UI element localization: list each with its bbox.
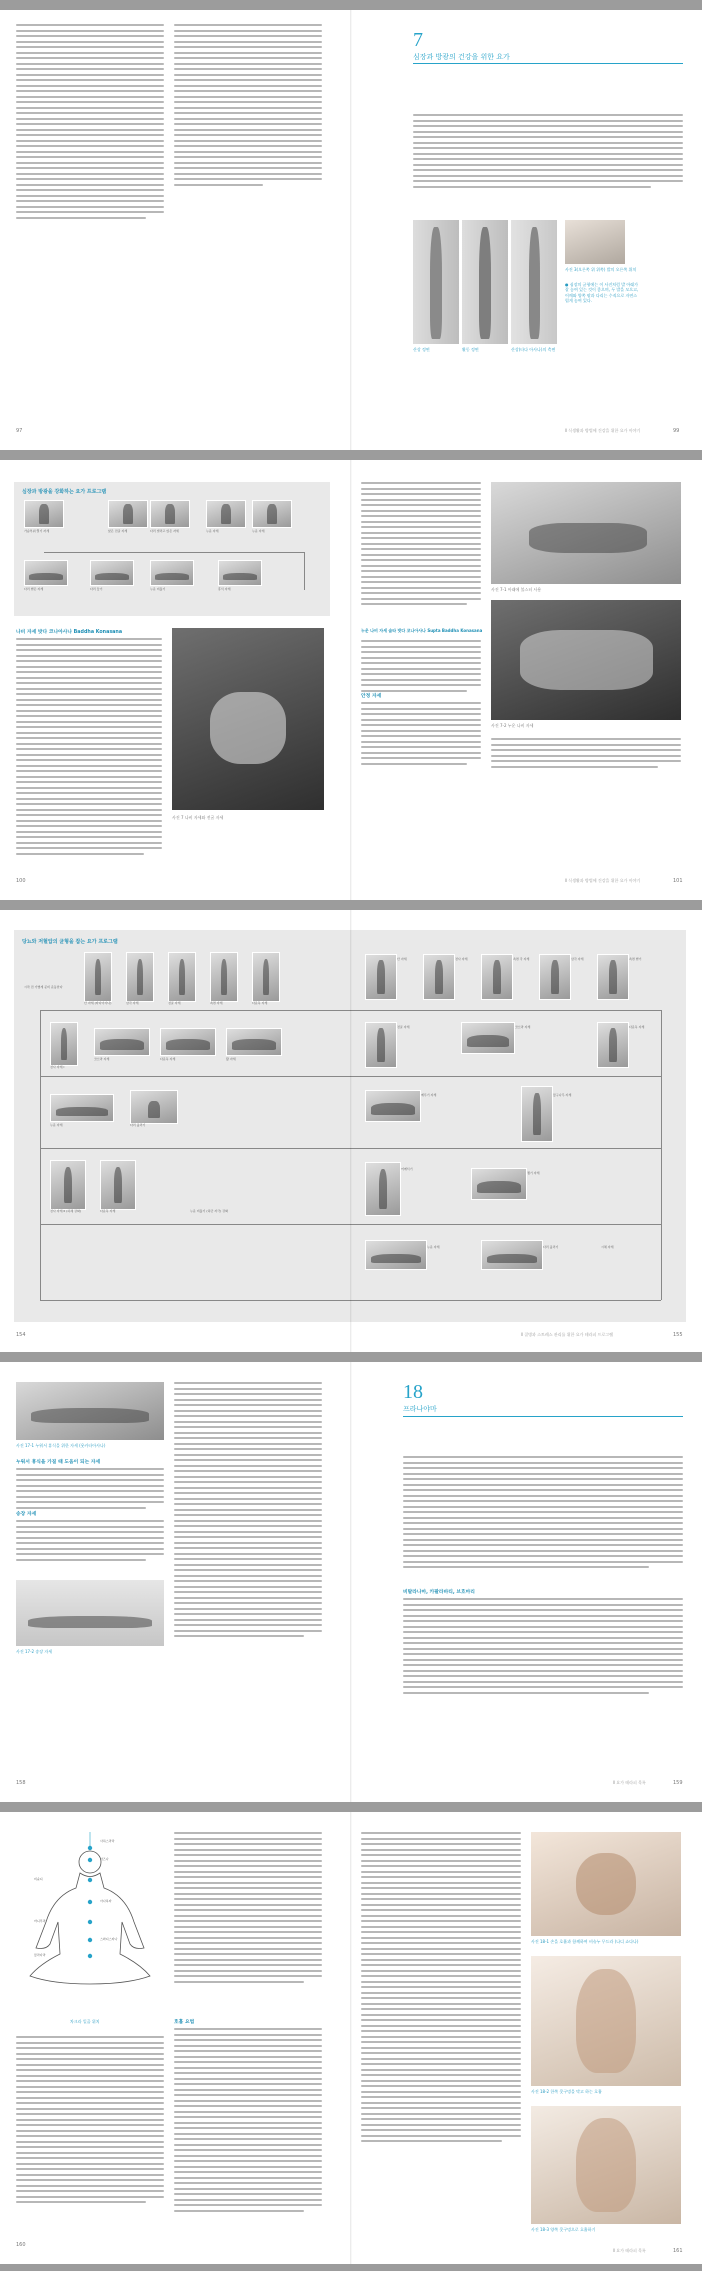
body-text bbox=[16, 2036, 164, 2207]
pose-thumb bbox=[471, 1168, 527, 1200]
spread-2 bbox=[0, 460, 702, 900]
photo-caption: 사진 18-1 손을 호흡과 함께하여 비슈누 무드라 (나디 쇼다나) bbox=[531, 1939, 639, 1944]
pose-thumb bbox=[481, 1240, 543, 1270]
flow-line bbox=[351, 1010, 661, 1011]
pose-caption: 다리 올리기 bbox=[543, 1245, 559, 1249]
chakra-dot-root bbox=[88, 1954, 92, 1958]
body-text bbox=[403, 1456, 683, 1572]
pose-thumb bbox=[50, 1094, 114, 1122]
flow-line bbox=[351, 1224, 661, 1225]
pose-caption: 시체 자세 bbox=[601, 1245, 614, 1249]
body-text bbox=[361, 640, 481, 695]
pose-caption: 코브라 자세 bbox=[515, 1025, 531, 1029]
section-subhead: 호흡 요법 bbox=[174, 2020, 195, 2025]
flow-line bbox=[40, 1224, 351, 1225]
photo-nostril-breathing bbox=[531, 1956, 681, 2086]
pose-thumb bbox=[597, 1022, 629, 1068]
photo-caption: 사진 7-2 누운 나비 자세 bbox=[491, 723, 534, 728]
pose-caption: 쟁기 자세 bbox=[527, 1171, 540, 1175]
pose-caption: 측면 뻗기 bbox=[629, 957, 642, 961]
page-101 bbox=[351, 460, 702, 900]
pose-caption: 어깨서기 bbox=[401, 1167, 413, 1171]
pose-thumb bbox=[365, 1090, 421, 1122]
pose-thumb bbox=[218, 560, 262, 586]
pose-thumb bbox=[24, 560, 68, 586]
pose-caption: 누운 비틀기 bbox=[150, 587, 166, 591]
pose-caption: 측면 각 자세 bbox=[513, 957, 530, 961]
photo-caption: 사진 3(오른쪽 위 위쪽) 발의 오른쪽 위치 bbox=[565, 267, 637, 272]
photo-caption: 사진 18-2 한쪽 콧구멍을 막고 하는 호흡 bbox=[531, 2089, 602, 2094]
photo-caption: 사진 7-1 아래에 볼스터 사용 bbox=[491, 587, 542, 592]
spread-3 bbox=[0, 910, 702, 1352]
pose-thumb bbox=[210, 952, 238, 1002]
pose-thumb bbox=[461, 1022, 515, 1054]
page-160 bbox=[0, 1812, 351, 2264]
photo-caption: 산상(타다 아사나)의 측면 bbox=[511, 347, 556, 352]
pose-caption: 다리 뻗은 자세 bbox=[24, 587, 44, 591]
pose-caption: 삼각 자세 bbox=[126, 1001, 139, 1005]
photo-reclining-butterfly bbox=[491, 600, 681, 720]
pose-caption: 다리 벌리고 앉은 자세 bbox=[150, 529, 179, 533]
chakra-label: 마니푸라 bbox=[34, 1919, 46, 1923]
chapter-number: 7 bbox=[413, 29, 423, 51]
pose-caption: 다운독 자세 bbox=[100, 1209, 116, 1213]
page-99 bbox=[351, 10, 702, 450]
pose-caption: 전굴 자세 bbox=[397, 1025, 410, 1029]
body-text bbox=[16, 1520, 164, 1564]
section-subhead: 누운 나비 자세 숩타 밧다 코나아사나 Supta Baddha Konasana bbox=[361, 628, 483, 633]
pose-caption: 휴식 자세 bbox=[218, 587, 231, 591]
page-154 bbox=[0, 910, 351, 1352]
body-text bbox=[361, 482, 481, 609]
chapter-rule bbox=[403, 1416, 683, 1417]
pose-caption: 메뚜기 자세 bbox=[421, 1093, 437, 1097]
running-head: Ⅱ 질병과 스트레스 관리를 위한 요가 테라피 프로그램 bbox=[521, 1332, 614, 1337]
pose-caption: 누운 자세 bbox=[252, 529, 265, 533]
spread-4 bbox=[0, 1362, 702, 1802]
photo-caption: 활동 정면 bbox=[462, 347, 479, 352]
spread-1 bbox=[0, 10, 702, 450]
diagram-caption: 차크라 일곱 위치 bbox=[70, 2019, 100, 2024]
pose-thumb bbox=[160, 1028, 216, 1056]
flow-line bbox=[351, 1148, 661, 1149]
pose-thumb bbox=[150, 500, 190, 528]
page-155 bbox=[351, 910, 702, 1352]
pose-thumb bbox=[206, 500, 246, 528]
photo-standing-front bbox=[413, 220, 459, 344]
section-subhead: 누워서 휴식을 가질 때 도움이 되는 자세 bbox=[16, 1460, 101, 1465]
running-head: Ⅱ 식생활과 방법에 건강을 위한 요가 이야기 bbox=[565, 878, 641, 883]
pose-thumb bbox=[84, 952, 112, 1002]
photo-hand-mudra bbox=[531, 1832, 681, 1936]
section-subhead: 안정 자세 bbox=[361, 694, 382, 699]
photo-caption: 산상 정면 bbox=[413, 347, 430, 352]
pose-thumb bbox=[481, 954, 513, 1000]
flow-line bbox=[40, 1300, 351, 1301]
pose-thumb bbox=[252, 952, 280, 1002]
pose-thumb bbox=[365, 1240, 427, 1270]
chapter-rule bbox=[413, 63, 683, 64]
pose-thumb bbox=[539, 954, 571, 1000]
flow-line bbox=[40, 1148, 351, 1149]
chakra-dot-crown bbox=[88, 1846, 92, 1850]
flow-line bbox=[661, 1010, 662, 1300]
pose-thumb bbox=[597, 954, 629, 1000]
page-number: 155 bbox=[673, 1332, 683, 1338]
photo-caption: 사진 7 나비 자세와 전굴 자세 bbox=[172, 815, 224, 820]
pose-thumb bbox=[100, 1160, 136, 1210]
page-158 bbox=[0, 1362, 351, 1802]
pose-thumb bbox=[226, 1028, 282, 1056]
pose-caption: 앉은 전굴 자세 bbox=[108, 529, 128, 533]
pose-caption: 다리 올리기 bbox=[130, 1123, 146, 1127]
chapter-title: 프라나야마 bbox=[403, 1405, 437, 1413]
body-text bbox=[491, 738, 681, 771]
flow-line bbox=[44, 552, 304, 553]
pose-thumb bbox=[24, 500, 64, 528]
body-text bbox=[16, 1468, 164, 1512]
pose-thumb bbox=[50, 1160, 86, 1210]
pose-caption: 전사 자세 II (하체 강화) bbox=[50, 1209, 82, 1213]
running-head: Ⅱ 식생활과 방법에 건강을 위한 요가 이야기 bbox=[565, 428, 641, 433]
photo-butterfly-forward-bend bbox=[172, 628, 324, 810]
section-subhead: 나비 자세 밧다 코나아사나 Baddha Konasana bbox=[16, 630, 123, 635]
body-text bbox=[174, 24, 322, 189]
pose-caption: 다운독 자세 bbox=[629, 1025, 645, 1029]
pose-caption: 가슴부위 열기 자세 bbox=[24, 529, 50, 533]
chakra-dot-throat bbox=[88, 1878, 92, 1882]
flow-line bbox=[40, 1076, 351, 1077]
page-number: 100 bbox=[16, 878, 26, 884]
chakra-dot-solar bbox=[88, 1920, 92, 1924]
pose-thumb bbox=[130, 1090, 178, 1124]
photo-both-nostrils-breathing bbox=[531, 2106, 681, 2224]
page-number: 159 bbox=[673, 1780, 683, 1786]
page-number: 161 bbox=[673, 2248, 683, 2254]
flow-line bbox=[40, 1010, 41, 1300]
side-note: ● 심장의 균형에는 이 사진처럼 발 아래가 잘 놓여 있는 것이 좋으며, 두 발을 모으고, 어깨와 양쪽 팔과 다리는 수직으로 자연스럽게 놓여 있다. bbox=[565, 282, 639, 304]
chakra-label: 사하스라라 bbox=[100, 1839, 115, 1843]
pose-thumb bbox=[521, 1086, 553, 1142]
pose-thumb bbox=[108, 500, 148, 528]
program-title: 당뇨와 저혈압의 균형을 잡는 요가 프로그램 bbox=[22, 939, 118, 945]
photo-standing-side bbox=[511, 220, 557, 344]
chakra-label: 아즈나 bbox=[100, 1857, 109, 1861]
pose-caption: 산 자세 (타다아사나) bbox=[84, 1001, 112, 1005]
chakra-label: 물라다라 bbox=[34, 1953, 46, 1957]
body-text bbox=[16, 24, 164, 222]
pose-caption: 산 자세 bbox=[397, 957, 407, 961]
body-text bbox=[361, 1832, 521, 2146]
chakra-label: 스와디스타나 bbox=[100, 1937, 118, 1941]
running-head: Ⅱ 요가 테라피 목록 bbox=[613, 2248, 646, 2253]
start-note: 시작 전 가볍게 준비 운동한다 bbox=[24, 985, 63, 989]
photo-bolster-pose bbox=[491, 482, 681, 584]
pose-caption: 다리 들기 bbox=[90, 587, 103, 591]
photo-caption: 사진 17-2 송장 자세 bbox=[16, 1649, 53, 1654]
pose-thumb bbox=[252, 500, 292, 528]
pose-caption: 누운 자세 bbox=[206, 529, 219, 533]
pose-caption: 누운 비틀기 (하단 자극) 강화 bbox=[190, 1209, 229, 1213]
chapter-number: 18 bbox=[403, 1381, 423, 1403]
chakra-dot-brow bbox=[88, 1858, 92, 1862]
body-text bbox=[413, 114, 683, 191]
body-text bbox=[174, 1832, 322, 1986]
pose-thumb bbox=[365, 1022, 397, 1068]
pose-caption: 전사 자세 I bbox=[50, 1065, 65, 1069]
body-text bbox=[174, 2028, 322, 2215]
page-number: 99 bbox=[673, 428, 680, 434]
pose-thumb bbox=[50, 1022, 78, 1066]
section-subhead: 비탈라나마, 카팔라바티, 브흐마리 bbox=[403, 1590, 475, 1595]
photo-foot bbox=[565, 220, 625, 264]
body-text bbox=[16, 638, 162, 858]
page-number: 101 bbox=[673, 878, 683, 884]
section-subhead: 송장 자세 bbox=[16, 1512, 37, 1517]
photo-corpse-pose bbox=[16, 1580, 164, 1646]
running-head: Ⅱ 요가 테라피 목록 bbox=[613, 1780, 646, 1785]
pose-caption: 활 자세 bbox=[226, 1057, 236, 1061]
pose-thumb bbox=[126, 952, 154, 1002]
chakra-label: 아나하타 bbox=[100, 1899, 112, 1903]
body-text bbox=[361, 702, 481, 768]
body-text bbox=[174, 1382, 322, 1641]
pose-thumb bbox=[365, 1162, 401, 1216]
pose-caption: 전사 자세 bbox=[455, 957, 468, 961]
pose-caption: 다운독 자세 bbox=[160, 1057, 176, 1061]
page-161 bbox=[351, 1812, 702, 2264]
page-number: 97 bbox=[16, 428, 23, 434]
pose-thumb bbox=[168, 952, 196, 1002]
pose-caption: 다운독 자세 bbox=[252, 1001, 268, 1005]
page-159 bbox=[351, 1362, 702, 1802]
flow-line bbox=[40, 1010, 351, 1011]
photo-resting-pose bbox=[16, 1382, 164, 1440]
flow-line bbox=[351, 1300, 661, 1301]
pose-caption: 삼각 자세 bbox=[571, 957, 584, 961]
spread-5 bbox=[0, 1812, 702, 2264]
pose-caption: 물구나무 자세 bbox=[553, 1093, 572, 1097]
pose-thumb bbox=[423, 954, 455, 1000]
pose-thumb bbox=[94, 1028, 150, 1056]
pose-caption: 누운 자세 bbox=[427, 1245, 440, 1249]
page-100 bbox=[0, 460, 351, 900]
pose-thumb bbox=[365, 954, 397, 1000]
page-number: 158 bbox=[16, 1780, 26, 1786]
flow-line bbox=[304, 552, 305, 590]
page-97 bbox=[0, 10, 351, 450]
chakra-dot-sacral bbox=[88, 1938, 92, 1942]
pose-thumb bbox=[150, 560, 194, 586]
chapter-title: 심장과 방광의 건강을 위한 요가 bbox=[413, 53, 510, 61]
pose-caption: 측면 자세 bbox=[210, 1001, 223, 1005]
photo-caption: 사진 17-1 누워서 휴식을 위한 자세 (웃카타아사나) bbox=[16, 1443, 106, 1448]
photo-caption: 사진 18-3 양쪽 콧구멍으로 호흡하기 bbox=[531, 2227, 596, 2232]
pose-thumb bbox=[90, 560, 134, 586]
chakra-dot-heart bbox=[88, 1900, 92, 1904]
chakra-label: 비슛디 bbox=[34, 1877, 43, 1881]
page-number: 154 bbox=[16, 1332, 26, 1338]
photo-standing-center bbox=[462, 220, 508, 344]
program-title: 심장과 방광을 강화하는 요가 프로그램 bbox=[22, 489, 107, 495]
page-number: 160 bbox=[16, 2242, 26, 2248]
pose-caption: 전굴 자세 bbox=[168, 1001, 181, 1005]
flow-line bbox=[351, 1076, 661, 1077]
pose-caption: 누운 자세 bbox=[50, 1123, 63, 1127]
pose-caption: 코브라 자세 bbox=[94, 1057, 110, 1061]
body-text bbox=[403, 1598, 683, 1697]
